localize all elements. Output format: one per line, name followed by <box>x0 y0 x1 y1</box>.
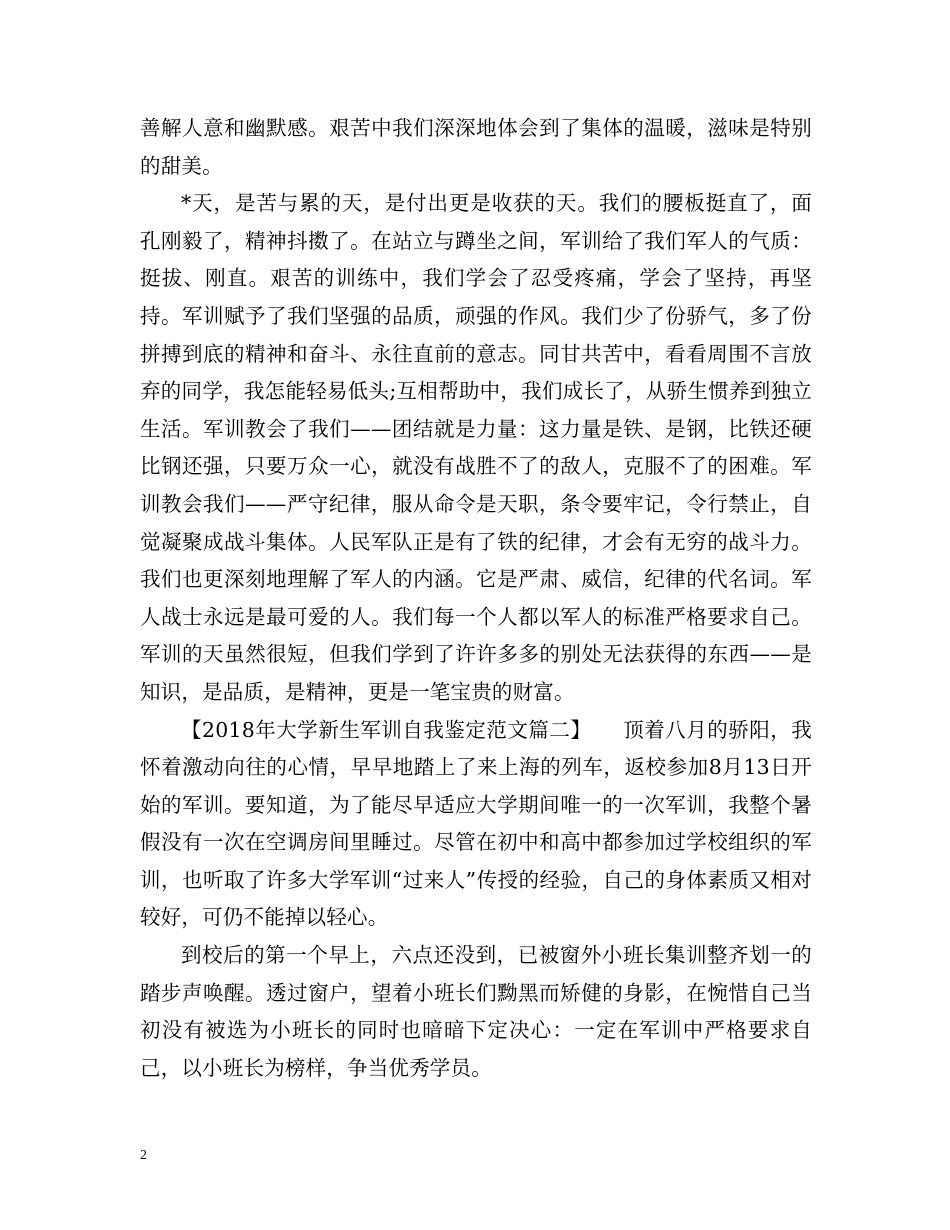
document-body <box>140 110 812 1087</box>
paragraph-1: 善解人意和幽默感。艰苦中我们深深地体会到了集体的温暖，滋味是特别的甜美。 <box>140 116 812 178</box>
paragraph-4: 到校后的第一个早上，六点还没到，已被窗外小班长集训整齐划一的踏步声唤醒。透过窗户，望着小班长们黝黑而矫健的身影，在惋惜自己当初没有被选为小班长的同时也暗暗下定决心：一定在军训中严格要求自己，以小班长为榜样，争当优秀学员。 <box>140 943 812 1080</box>
section-spacer <box>581 718 623 742</box>
page-number: 2 <box>140 1148 147 1163</box>
paragraph-2: *天，是苦与累的天，是付出更是收获的天。我们的腰板挺直了，面孔刚毅了，精神抖擞了。在站立与蹲坐之间，军训给了我们军人的气质：挺拔、刚直。艰苦的训练中，我们学会了忍受疼痛，学会了坚持，再坚持。军训赋予了我们坚强的品质，顽强的作风。我们少了份骄气，多了份拼搏到底的精神和奋斗、永往直前的意志。同甘共苦中，看看周围不言放弃的同学，我怎能轻易低头;互相帮助中，我们成长了，从骄生惯养到独立生活。军训教会了我们——团结就是力量：这力量是铁、是钢，比铁还硬比钢还强，只要万众一心，就没有战胜不了的敌人，克服不了的困难。军训教会我们——严守纪律，服从命令是天职，条令要牢记，令行禁止，自觉凝聚成战斗集体。人民军队正是有了铁的纪律，才会有无穷的战斗力。我们也更深刻地理解了军人的内涵。它是严肃、威信，纪律的代名词。军人战士永远是最可爱的人。我们每一个人都以军人的标准严格要求自己。军训的天虽然很短，但我们学到了许许多多的别处无法获得的东西——是知识，是品质，是精神，更是一笔宝贵的财富。 <box>140 191 812 704</box>
section-heading: 【2018年大学新生军训自我鉴定范文篇二】 <box>181 717 582 742</box>
paragraph-3 <box>140 712 812 938</box>
paragraph-3-text: 顶着八月的骄阳，我怀着激动向往的心情，早早地踏上了来上海的列车，返校参加8月13日开始的军训。要知道，为了能尽早适应大学期间唯一的一次军训，我整个暑假没有一次在空调房间里睡过。尽管在初中和高中都参加过学校组织的军训，也听取了许多大学军训“过来人”传授的经验，自己的身体素质又相对较好，可仍不能掉以轻心。 <box>140 717 812 930</box>
